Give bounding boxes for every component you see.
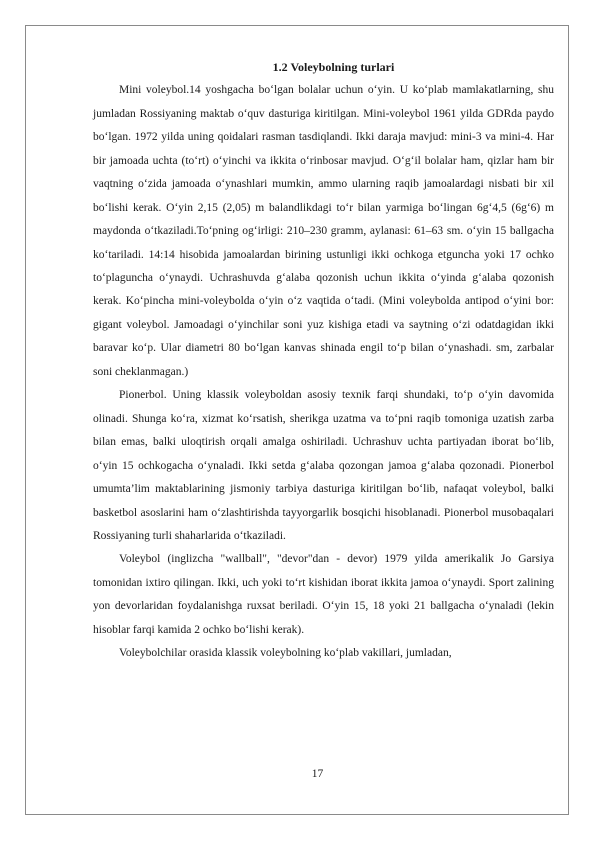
page-number: 17: [311, 768, 324, 780]
paragraph-continuation: Voleybolchilar orasida klassik voleybolning ko‘plab vakillari, jumladan,: [119, 647, 452, 660]
section-heading: 1.2 Voleybolning turlari: [272, 60, 395, 74]
paragraph-pionerbol: Pionerbol. Uning klassik voleyboldan asosiy texnik farqi shundaki, to‘p o‘yin davomida olinadi. Shunga ko‘ra, xizmat ko‘rsatish, sherikga uzatma va to‘pni raqib tomoniga uzatish zarba bilan emas, balki uloqtirish orqali amalga oshiriladi. Uchrashuv uchta partiyadan iborat bo‘lib, o‘yin 15 ochkogacha o‘ynaladi. Ikki setda g‘alaba qozongan jamoa g‘alaba qozonadi. Pionerbol umumta’lim maktablarining jismoniy tarbiya dasturiga kiritilgan bo‘lib, nafaqat voleybol, balki basketbol asoslarini ham o‘zlashtirishda tayyorgarlik bosqichi hisoblanadi. Pionerbol musobaqalari Rossiyaning turli shaharlarida o‘tkaziladi.: [93, 389, 554, 543]
paragraph-mini-volleyball: Mini voleybol.14 yoshgacha bo‘lgan bolalar uchun o‘yin. U ko‘plab mamlakatlarning, shu jumladan Rossiyaning maktab o‘quv dasturiga kiritilgan. Mini-voleybol 1961 yilda GDRda paydo bo‘lgan. 1972 yilda uning qoidalari rasman tasdiqlandi. Ikki daraja mavjud: mini-3 va mini-4. Har bir jamoada uchta (to‘rt) o‘yinchi va ikkita o‘rinbosar mavjud. O‘g‘il bolalar ham, qizlar ham bir vaqtning o‘zida jamoada o‘ynashlari mumkin, ammo ularning raqib jamoalardagi nisbati bir xil bo‘lishi kerak. O‘yin 2,15 (2,05) m balandlikdagi to‘r bilan yarmiga bo‘lingan 6g‘4,5 (6g‘6) m maydonda o‘tkaziladi.To‘pning og‘irligi: 210–230 gramm, aylanasi: 61–63 sm. o‘yin 15 ballgacha ko‘tariladi. 14:14 hisobida jamoalardan birining ustunligi ikki ochkoga etguncha yoki 17 ochko to‘plaguncha o‘ynaydi. Uchrashuvda g‘alaba qozonish uchun ikkita o‘yinda g‘alaba qozonish kerak. Ko‘pincha mini-voleybolda o‘yin o‘z vaqtida o‘tadi. (Mini voleybolda antipod o‘yini bor: gigant voleybol. Jamoadagi o‘yinchilar soni yuz kishiga etadi va saytning o‘zi odatdagidan ikki baravar ko‘p. Ular diametri 80 bo‘lgan kanvas shinada engil to‘p bilan o‘ynashadi. sm, zarbalar soni cheklanmagan.): [93, 84, 554, 378]
document-body: [93, 56, 554, 666]
paragraph-wallball: Voleybol (inglizcha "wallball", "devor"dan - devor) 1979 yilda amerikalik Jo Garsiya tomonidan ixtiro qilingan. Ikki, uch yoki to‘rt kishidan iborat ikkita jamoa o‘ynaydi. Sport zalining yon devorlaridan foydalanishga ruxsat beriladi. O‘yin 15, 18 yoki 21 ballgacha o‘ynaladi (lekin hisoblar farqi kamida 2 ochko bo‘lishi kerak).: [93, 553, 554, 636]
